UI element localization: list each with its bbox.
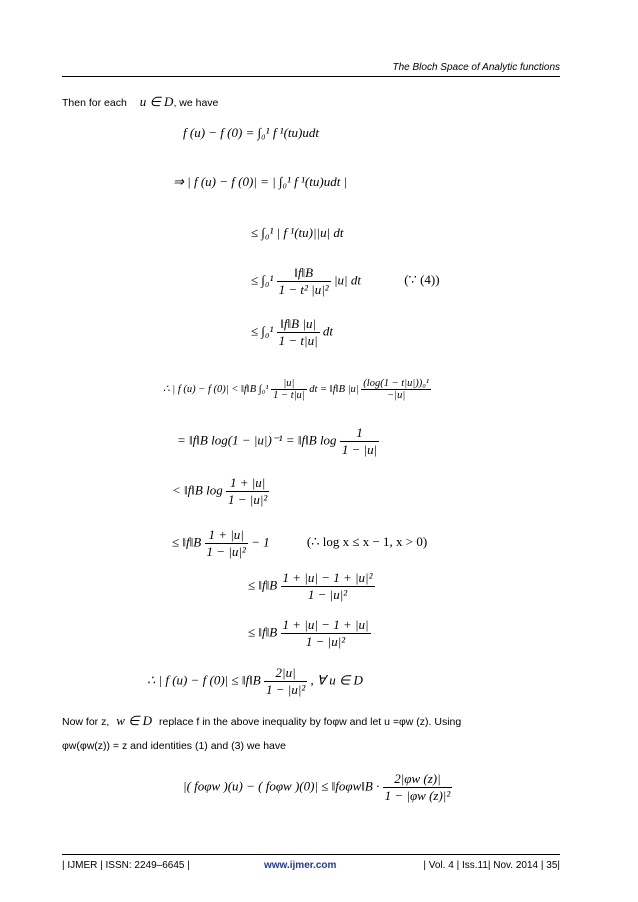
eq6-left: ∴ | f (u) − f (0)| < ‖f‖B ∫₀¹ xyxy=(163,383,269,395)
eq8-numerator: 1 + |u| xyxy=(226,475,269,492)
equation-8 xyxy=(172,475,269,508)
eq6-numerator-2: (log(1 − t|u|))₀¹ xyxy=(363,378,430,389)
intro-line xyxy=(62,94,218,110)
eq10-left: ≤ ‖f‖B xyxy=(248,577,278,593)
equation-9 xyxy=(172,527,427,560)
footer-rule xyxy=(62,854,560,855)
eq9-numerator: 1 + |u| xyxy=(205,527,248,544)
para2-math: w ∈ D xyxy=(116,713,153,728)
equation-10 xyxy=(248,570,375,603)
eq13-numerator: 2|φw (z)| xyxy=(383,771,453,788)
eq6-denominator: 1 − t|u| xyxy=(273,390,305,401)
eq4-denominator: 1 − t² |u|² xyxy=(278,282,329,297)
intro-math: u ∈ D xyxy=(139,94,174,109)
eq10-fraction xyxy=(281,570,375,603)
eq13-fraction xyxy=(383,771,453,804)
eq5-numerator: ‖f‖B |u| xyxy=(277,316,320,333)
equation-3: ≤ ∫₀¹ | f ¹(tu)||u| dt xyxy=(251,225,344,240)
eq4-tail: |u| dt xyxy=(333,272,361,288)
eq12-numerator: 2|u| xyxy=(264,665,307,682)
intro-text: Then for each xyxy=(62,97,127,109)
equation-4 xyxy=(251,265,440,298)
eq4-fraction xyxy=(277,265,331,298)
eq11-left: ≤ ‖f‖B xyxy=(248,624,278,640)
eq7-numerator: 1 xyxy=(340,425,379,442)
eq7-denominator: 1 − |u| xyxy=(341,442,378,457)
footer-site-link[interactable]: www.ijmer.com xyxy=(264,860,337,871)
eq13-left: |( foφw )(u) − ( foφw )(0)| ≤ ‖foφw‖B · xyxy=(183,778,380,794)
paragraph-2 xyxy=(62,713,461,729)
eq12-fraction xyxy=(264,665,307,698)
para2-b: replace f in the above inequality by foφw and let u =φw (z). Using xyxy=(159,716,462,728)
equation-2: ⇒ | f (u) − f (0)| = | ∫₀¹ f ¹(tu)udt | xyxy=(173,174,348,189)
eq6-fraction-2 xyxy=(361,378,431,401)
eq12-denominator: 1 − |u|² xyxy=(265,682,306,697)
equation-13 xyxy=(183,771,452,804)
eq11-numerator: 1 + |u| − 1 + |u| xyxy=(282,617,369,632)
eq10-denominator: 1 − |u|² xyxy=(307,587,348,602)
footer-volume: | Vol. 4 | Iss.11| Nov. 2014 | 35| xyxy=(423,860,560,871)
paragraph-3: φw(φw(z)) = z and identities (1) and (3) we have xyxy=(62,740,286,752)
para2-a: Now for z, xyxy=(62,716,110,728)
running-header: The Bloch Space of Analytic functions xyxy=(392,62,560,73)
footer-journal: | IJMER | ISSN: 2249–6645 | xyxy=(62,860,190,871)
eq7-left: = ‖f‖B log(1 − |u|)⁻¹ = ‖f‖B log xyxy=(177,432,337,448)
equation-6 xyxy=(163,378,431,401)
eq7-fraction xyxy=(340,425,379,458)
header-rule xyxy=(62,76,560,77)
eq6-mid: dt = ‖f‖B |u| xyxy=(309,383,359,395)
eq4-left: ≤ ∫₀¹ xyxy=(251,272,274,288)
eq9-tail: − 1 xyxy=(251,534,270,550)
eq9-left: ≤ ‖f‖B xyxy=(172,534,202,550)
eq9-fraction xyxy=(205,527,248,560)
equation-11 xyxy=(248,617,371,650)
eq12-tail: , ∀ u ∈ D xyxy=(310,672,363,688)
eq12-left: ∴ | f (u) − f (0)| ≤ ‖f‖B xyxy=(147,672,261,688)
equation-7 xyxy=(177,425,379,458)
eq6-fraction xyxy=(271,378,307,401)
eq4-numerator: ‖f‖B xyxy=(277,265,331,282)
eq11-denominator: 1 − |u|² xyxy=(305,634,346,649)
eq4-note: (∵ (4)) xyxy=(404,272,440,288)
eq6-denominator-2: −|u| xyxy=(387,390,406,401)
eq9-note: (∴ log x ≤ x − 1, x > 0) xyxy=(306,534,428,550)
eq5-denominator: 1 − t|u| xyxy=(278,333,318,348)
eq5-tail: dt xyxy=(322,323,334,339)
intro-tail: , we have xyxy=(173,97,219,109)
equation-12 xyxy=(147,665,363,698)
equation-1: f (u) − f (0) = ∫₀¹ f ¹(tu)udt xyxy=(183,125,319,140)
eq10-numerator: 1 + |u| − 1 + |u|² xyxy=(282,570,373,585)
eq8-left: < ‖f‖B log xyxy=(172,482,223,498)
eq8-denominator: 1 − |u|² xyxy=(228,492,268,507)
eq9-denominator: 1 − |u|² xyxy=(206,544,246,559)
eq5-left: ≤ ∫₀¹ xyxy=(251,323,274,339)
eq13-denominator: 1 − |φw (z)|² xyxy=(384,788,451,803)
eq6-numerator: |u| xyxy=(271,378,307,390)
eq8-fraction xyxy=(226,475,269,508)
eq11-fraction xyxy=(281,617,371,650)
equation-5 xyxy=(251,316,333,349)
eq5-fraction xyxy=(277,316,320,349)
